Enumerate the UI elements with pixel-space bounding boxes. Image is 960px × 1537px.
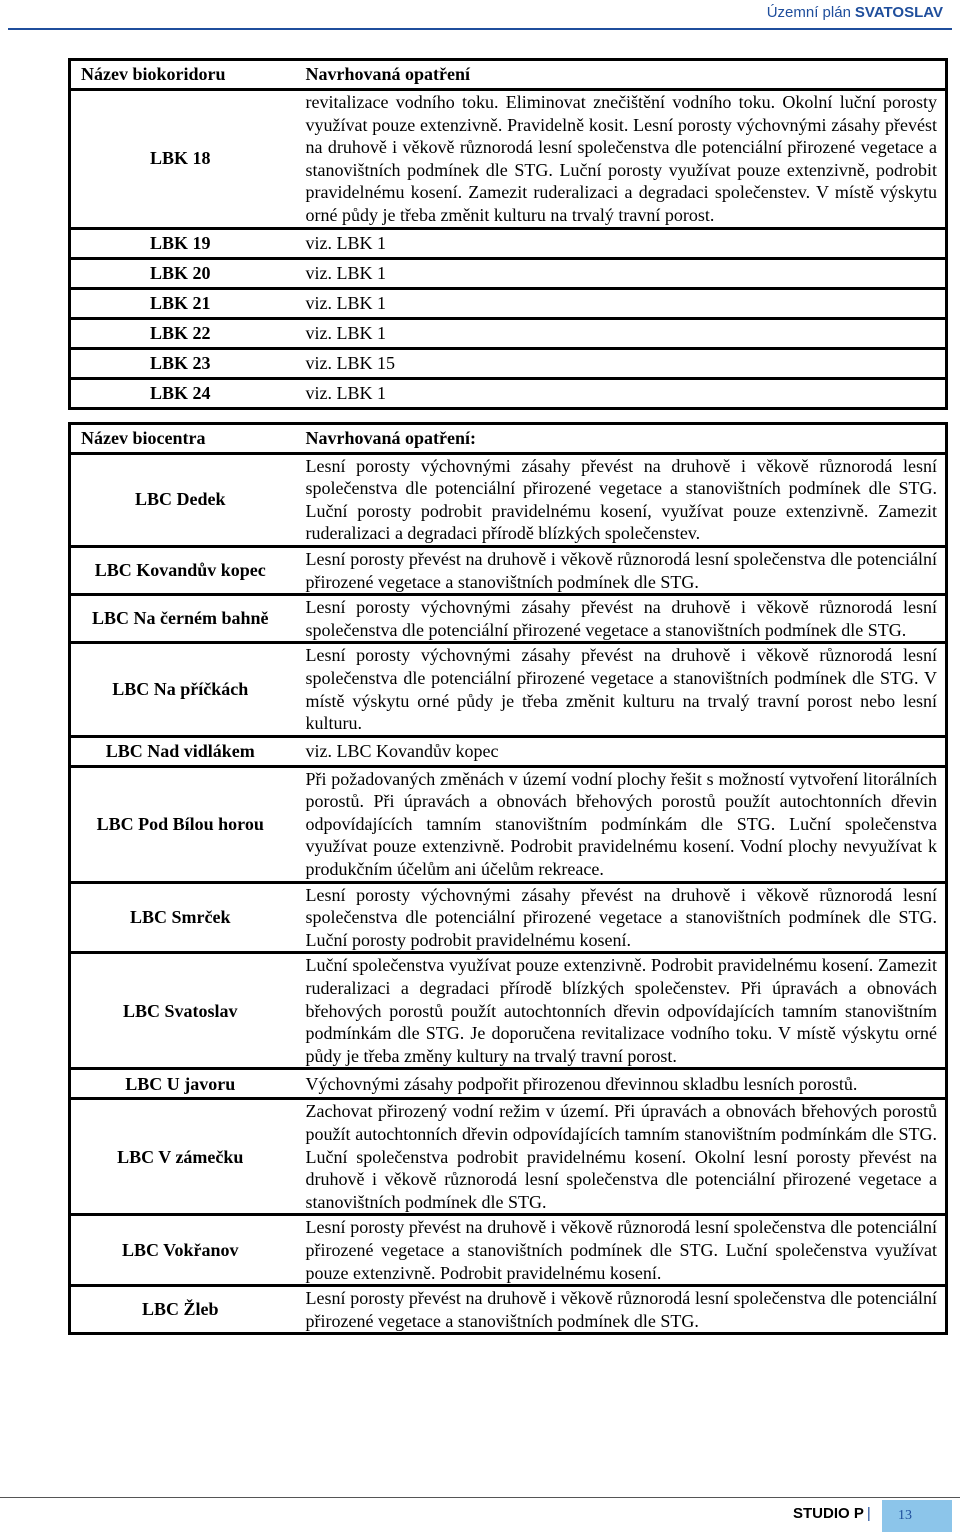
biocentre-name: LBC Na černém bahně [70, 595, 288, 643]
corridor-measures: viz. LBK 15 [288, 348, 947, 378]
table-row [70, 882, 947, 953]
corridor-measures: viz. LBK 1 [288, 228, 947, 258]
biocentre-name: LBC Svatoslav [70, 953, 288, 1069]
biocentre-measures: Lesní porosty převést na druhově i věkově různorodá lesní společenstva dle potenciální přirozené vegetace a stanovištních podmínek dle STG. [288, 1286, 947, 1334]
corridor-name: LBK 23 [70, 348, 288, 378]
biocentre-measures: Lesní porosty převést na druhově i věkově různorodá lesní společenstva dle potenciální přirozené vegetace a stanovištních podmínek dle STG. [288, 546, 947, 594]
table-row [70, 1286, 947, 1334]
biocentre-name: LBC Pod Bílou horou [70, 766, 288, 882]
biocentre-measures: Lesní porosty výchovnými zásahy převést na druhově i věkově různorodá lesní společenstva dle potenciální přirozené vegetace a stanovištních podmínek dle STG. V místě výskytu orné půdy je třeba změnit kulturu na trvalý travní porost nebo lesní kulturu. [288, 643, 947, 736]
table-row [70, 1215, 947, 1286]
corridor-measures: viz. LBK 1 [288, 318, 947, 348]
table-row [70, 953, 947, 1069]
studio-name: STUDIO P [793, 1505, 864, 1522]
header-name: SVATOSLAV [854, 4, 943, 21]
biocentre-name: LBC U javoru [70, 1069, 288, 1099]
table-row [70, 228, 947, 258]
corridor-col-measures: Navrhovaná opatření [305, 64, 471, 85]
biocentre-col-measures: Navrhovaná opatření: [305, 427, 476, 448]
table-row [70, 1069, 947, 1099]
table-row [70, 766, 947, 882]
corridor-table-header [70, 60, 947, 90]
biocentre-table [68, 422, 948, 1336]
table-row [70, 736, 947, 766]
table-row [70, 453, 947, 546]
biocentre-name: LBC Žleb [70, 1286, 288, 1334]
biocentre-measures: Zachovat přirozený vodní režim v území. Při úpravách a obnovách břehových porostů použít autochtonních dřevin odpovídajících tamním stanovištním podmínkám dle STG. Luční společenstva podrobit pravidelnému kosení. Okolní lesní porosty převést na druhově i věkově různorodá lesní společenstva dle potenciální přirozené vegetace a stanovištních podmínek dle STG. [288, 1099, 947, 1215]
corridor-measures: viz. LBK 1 [288, 258, 947, 288]
biocentre-measures: Lesní porosty výchovnými zásahy převést na druhově i věkově různorodá lesní společenstva dle potenciální přirozené vegetace a stanovištních podmínek dle STG. Luční porosty podrobit pravidelnému kosení. [288, 882, 947, 953]
biocentre-name: LBC Kovandův kopec [70, 546, 288, 594]
footer-studio [793, 1505, 871, 1522]
biocentre-name: LBC V zámečku [70, 1099, 288, 1215]
biocentre-table-header [70, 423, 947, 453]
biocentre-name: LBC Nad vidlákem [70, 736, 288, 766]
corridor-table [68, 58, 948, 410]
header-rule [8, 28, 952, 30]
table-row [70, 378, 947, 408]
corridor-name: LBK 22 [70, 318, 288, 348]
biocentre-name: LBC Na příčkách [70, 643, 288, 736]
footer-rule [0, 1497, 960, 1498]
biocentre-name: LBC Dedek [70, 453, 288, 546]
corridor-measures: revitalizace vodního toku. Eliminovat znečištění vodního toku. Okolní luční porosty využívat pouze extenzivně. Pravidelně kosit. Lesní porosty výchovnými zásahy převést na druhově i věkově různorodá lesní společenstva dle potenciální přirozené vegetace a stanovištních podmínek dle STG. Luční porosty využívat pouze extenzivně, podrobit pravidelnému kosení. Zamezit ruderalizaci a degradaci společenstev. V místě výskytu orné půdy je třeba změnit kulturu na trvalý travní porost. [288, 90, 947, 229]
corridor-name: LBK 20 [70, 258, 288, 288]
biocentre-measures: Lesní porosty převést na druhově i věkově různorodá lesní společenstva dle potenciální přirozené vegetace a stanovištních podmínek dle STG. Luční společenstva využívat pouze extenzivně. Podrobit pravidelnému kosení. [288, 1215, 947, 1286]
biocentre-measures: viz. LBC Kovandův kopec [288, 736, 947, 766]
corridor-name: LBK 19 [70, 228, 288, 258]
document-body [68, 58, 945, 1335]
corridor-col-name: Název biokoridoru [81, 64, 226, 85]
biocentre-name: LBC Vokřanov [70, 1215, 288, 1286]
biocentre-measures: Lesní porosty výchovnými zásahy převést na druhově i věkově různorodá lesní společenstva dle potenciální přirozené vegetace a stanovištních podmínek dle STG. [288, 595, 947, 643]
table-row [70, 288, 947, 318]
page-header [767, 0, 943, 28]
biocentre-name: LBC Smrček [70, 882, 288, 953]
table-row [70, 546, 947, 594]
biocentre-measures: Při požadovaných změnách v území vodní plochy řešit s možností vytvoření litorálních porostů. Při úpravách a obnovách břehových porostů použít autochtonních dřevin odpovídajících tamním stanovištním podmínkám dle STG. Luční společenstva využívat pouze extenzivně. Podrobit pravidelnému kosení. Vodní plochy nevyužívat k produkčním účelům ani účelům rekreace. [288, 766, 947, 882]
table-row [70, 643, 947, 736]
table-row [70, 318, 947, 348]
corridor-name: LBK 24 [70, 378, 288, 408]
biocentre-measures: Luční společenstva využívat pouze extenzivně. Podrobit pravidelnému kosení. Zamezit ruderalizaci a degradaci přírodě blízkých společenstev. Při úpravách a obnovách břehových porostů použít autochtonních dřevin odpovídajících tamním stanovištním podmínkám dle STG. Je doporučena revitalizace vodního toku. V místě výskytu orné půdy je třeba změny kultury na trvalý travní porost. [288, 953, 947, 1069]
biocentre-col-name: Název biocentra [81, 427, 206, 448]
corridor-measures: viz. LBK 1 [288, 378, 947, 408]
table-row [70, 1099, 947, 1215]
table-row [70, 258, 947, 288]
table-row [70, 348, 947, 378]
table-row [70, 90, 947, 229]
corridor-name: LBK 21 [70, 288, 288, 318]
biocentre-measures: Lesní porosty výchovnými zásahy převést na druhově i věkově různorodá lesní společenstva dle potenciální přirozené vegetace a stanovištních podmínek dle STG. Luční porosty podrobit pravidelnému kosení, využívat pouze extenzivně. Zamezit ruderalizaci a degradaci přírodě blízkých společenstev. [288, 453, 947, 546]
header-prefix: Územní plán [766, 4, 851, 21]
biocentre-measures: Výchovnými zásahy podpořit přirozenou dřevinnou skladbu lesních porostů. [288, 1069, 947, 1099]
table-row [70, 595, 947, 643]
page-number: 13 [882, 1500, 952, 1532]
footer-separator: | [866, 1505, 871, 1522]
corridor-measures: viz. LBK 1 [288, 288, 947, 318]
corridor-name: LBK 18 [70, 90, 288, 229]
